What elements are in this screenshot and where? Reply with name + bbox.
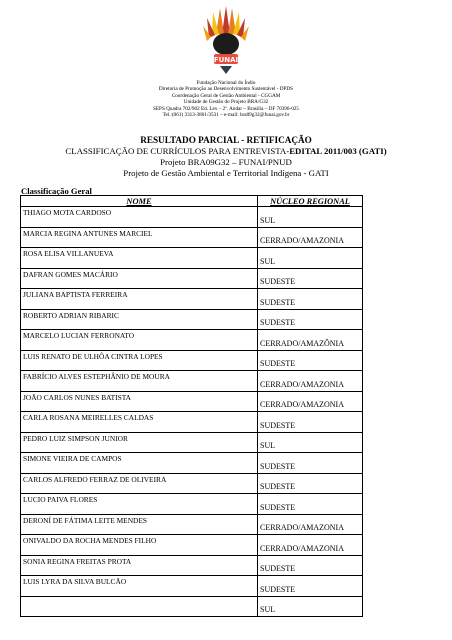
candidate-name: LUCIO PAIVA FLORES xyxy=(21,494,258,515)
regional-nucleus: SUDESTE xyxy=(258,350,363,371)
column-header-region: NÚCLEO REGIONAL xyxy=(258,196,363,207)
org-line: Coordenação Geral de Gestão Ambiental - CGGAM xyxy=(171,92,281,99)
table-row xyxy=(21,330,363,351)
candidate-name: MARCIA REGINA ANTUNES MARCIEL xyxy=(21,227,258,248)
table-row xyxy=(21,514,363,535)
table-row xyxy=(21,227,363,248)
regional-nucleus: SUDESTE xyxy=(258,289,363,310)
regional-nucleus: SUDESTE xyxy=(258,268,363,289)
table-row xyxy=(21,494,363,515)
regional-nucleus: SUDESTE xyxy=(258,494,363,515)
candidate-name: DAFRAN GOMES MACÁRIO xyxy=(21,268,258,289)
org-line: Unidade de Gestão do Projeto BRA/G32 xyxy=(183,99,269,106)
org-line: Diretoria de Promoção ao Desenvolvimento Sustentável - DPDS xyxy=(158,86,294,93)
candidate-name: SONIA REGINA FREITAS PROTA xyxy=(21,555,258,576)
regional-nucleus: SUL xyxy=(258,596,363,617)
table-row xyxy=(21,453,363,474)
edital-number: EDITAL 2011/003 (GATI) xyxy=(289,146,387,156)
regional-nucleus: SUDESTE xyxy=(258,412,363,433)
regional-nucleus: CERRADO/AMAZONIA xyxy=(258,535,363,556)
table-row xyxy=(21,248,363,269)
regional-nucleus: CERRADO/AMAZÔNIA xyxy=(258,330,363,351)
regional-nucleus: SUDESTE xyxy=(258,309,363,330)
candidate-name: DERONÍ DE FÁTIMA LEITE MENDES xyxy=(21,514,258,535)
table-row xyxy=(21,309,363,330)
org-line: SEPS Quadra 702/902 Ed. Lex – 2º. Andar – Brasília – DF 70390-025 xyxy=(153,105,299,112)
table-row xyxy=(21,535,363,556)
candidate-name: CARLA ROSANA MEIRELLES CALDAS xyxy=(21,412,258,433)
project-line: Projeto BRA09G32 – FUNAI/PNUD xyxy=(160,157,292,167)
regional-nucleus: SUDESTE xyxy=(258,576,363,597)
org-line: Tel.:(061) 3313-3801/3531 – e-mail: bra09g32@funai.gov.br xyxy=(162,112,290,119)
table-row xyxy=(21,412,363,433)
regional-nucleus: SUDESTE xyxy=(258,453,363,474)
candidate-name: SIMONE VIEIRA DE CAMPOS xyxy=(21,453,258,474)
regional-nucleus: SUDESTE xyxy=(258,555,363,576)
table-row xyxy=(21,350,363,371)
classification-label: Classificação Geral xyxy=(21,186,92,196)
regional-nucleus: CERRADO/AMAZONIA xyxy=(258,371,363,392)
document-headings xyxy=(0,135,452,179)
candidate-name: LUIS RENATO DE ULHÔA CINTRA LOPES xyxy=(21,350,258,371)
candidate-name: MARCELO LUCIAN FERRONATO xyxy=(21,330,258,351)
regional-nucleus: SUL xyxy=(258,248,363,269)
column-header-name: NOME xyxy=(21,196,258,207)
project-description: Projeto de Gestão Ambiental e Territorial Indígena - GATI xyxy=(123,168,329,178)
organization-block xyxy=(0,80,452,118)
table-header-row xyxy=(21,196,363,207)
table-row xyxy=(21,596,363,617)
table-row xyxy=(21,391,363,412)
regional-nucleus: SUL xyxy=(258,432,363,453)
table-row xyxy=(21,371,363,392)
table-row xyxy=(21,576,363,597)
candidate-name: CARLOS ALFREDO FERRAZ DE OLIVEIRA xyxy=(21,473,258,494)
table-row xyxy=(21,207,363,228)
edital-line xyxy=(0,146,452,157)
candidate-name: ONIVALDO DA ROCHA MENDES FILHO xyxy=(21,535,258,556)
logo-text: FUNAI xyxy=(213,56,239,64)
edital-prefix: CLASSIFICAÇÃO DE CURRÍCULOS PARA ENTREVISTA- xyxy=(65,146,290,156)
candidate-name: JULIANA BAPTISTA FERREIRA xyxy=(21,289,258,310)
candidate-name: THIAGO MOTA CARDOSO xyxy=(21,207,258,228)
candidate-name: ROBERTO ADRIAN RIBARIC xyxy=(21,309,258,330)
table-row xyxy=(21,555,363,576)
candidate-name: ROSA ELISA VILLANUEVA xyxy=(21,248,258,269)
regional-nucleus: CERRADO/AMAZONIA xyxy=(258,227,363,248)
org-line: Fundação Nacional do Índio xyxy=(196,80,256,86)
regional-nucleus: SUDESTE xyxy=(258,473,363,494)
candidate-name: LUIS LYRA DA SILVA BULCÃO xyxy=(21,576,258,597)
table-row xyxy=(21,289,363,310)
results-table xyxy=(20,195,363,617)
candidate-name: FABRÍCIO ALVES ESTEPHÂNIO DE MOURA xyxy=(21,371,258,392)
regional-nucleus: CERRADO/AMAZONIA xyxy=(258,514,363,535)
candidate-name: PEDRO LUIZ SIMPSON JUNIOR xyxy=(21,432,258,453)
regional-nucleus: SUL xyxy=(258,207,363,228)
table-row xyxy=(21,473,363,494)
head-shape xyxy=(213,33,239,55)
funai-logo xyxy=(198,4,254,78)
candidate-name xyxy=(21,596,258,617)
document-title: RESULTADO PARCIAL - RETIFICAÇÃO xyxy=(140,135,312,145)
table-row xyxy=(21,268,363,289)
regional-nucleus: CERRADO/AMAZONIA xyxy=(258,391,363,412)
candidate-name: JOÃO CARLOS NUNES BATISTA xyxy=(21,391,258,412)
table-row xyxy=(21,432,363,453)
